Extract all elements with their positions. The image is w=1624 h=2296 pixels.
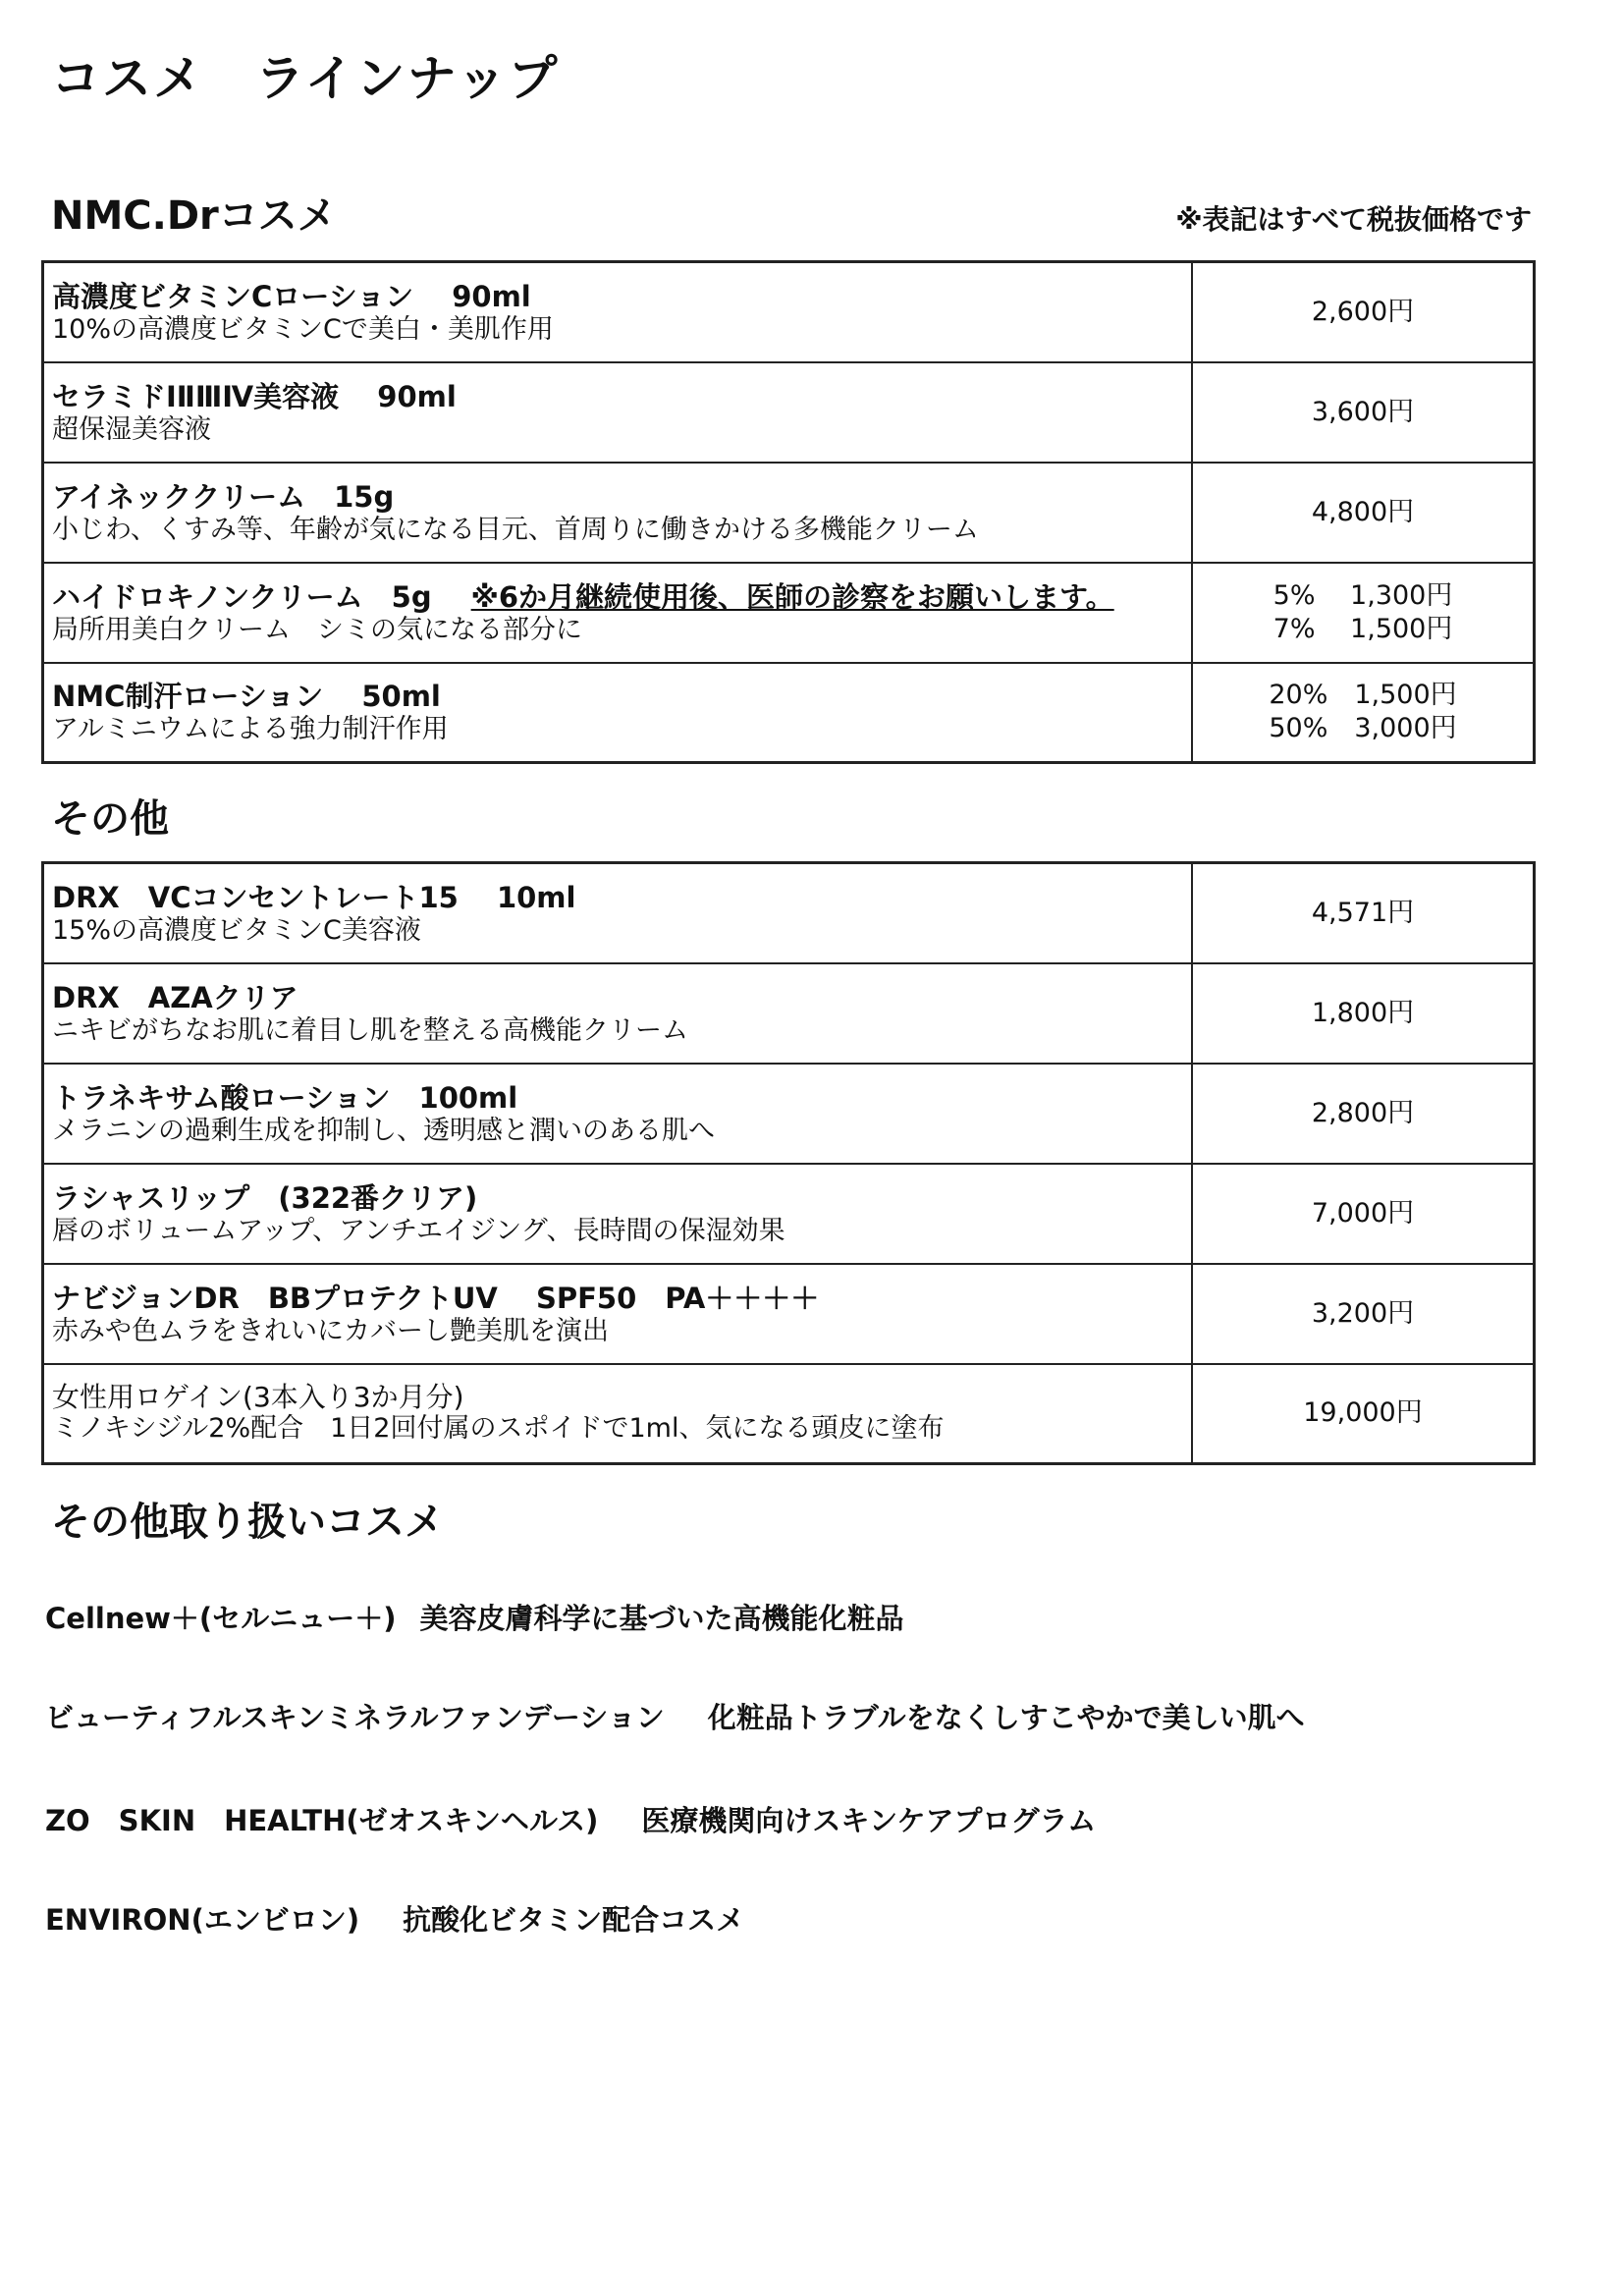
- brand-item: [45, 1799, 1096, 1839]
- nmc-section-heading: NMC.Drコスメ: [51, 193, 337, 239]
- brand-description: 化粧品トラブルをなくしすこやかで美しい肌へ: [707, 1701, 1305, 1734]
- brand-description: 医療機関向けスキンケアプログラム: [641, 1804, 1097, 1837]
- item-name: DRX VCコンセントレート15 10ml: [52, 880, 576, 914]
- item-description: メラニンの過剰生成を抑制し、透明感と潤いのある肌へ: [52, 1115, 715, 1146]
- table-row: [43, 463, 1535, 563]
- item-price-cell: [1192, 262, 1535, 362]
- item-desc-cell: [43, 262, 1193, 362]
- brand-name: ENVIRON(エンビロン): [45, 1903, 360, 1937]
- item-price: 19,000円: [1303, 1397, 1423, 1429]
- item-price: 4,571円: [1311, 897, 1415, 928]
- item-name: DRX AZAクリア: [52, 980, 298, 1014]
- item-price-cell: [1192, 1264, 1535, 1364]
- table-row: [43, 663, 1535, 763]
- item-price: 20% 1,500円: [1269, 680, 1457, 711]
- table-row: [43, 1264, 1535, 1364]
- item-price-cell: [1192, 663, 1535, 763]
- item-name: ナビジョンDR BBプロテクトUV SPF50 PA＋＋＋＋: [52, 1281, 820, 1315]
- item-desc-cell: [43, 362, 1193, 463]
- item-price: 3,600円: [1311, 396, 1415, 427]
- item-name: アイネッククリーム 15g: [52, 479, 395, 514]
- table-row: [43, 1364, 1535, 1464]
- brands-section-heading: その他取り扱いコスメ: [51, 1500, 444, 1545]
- item-description: 15%の高濃度ビタミンC美容液: [52, 914, 421, 946]
- item-desc-cell: [43, 1164, 1193, 1264]
- table-row: [43, 1064, 1535, 1164]
- nmc-price-table: [41, 260, 1536, 764]
- item-name: ラシャスリップ (322番クリア): [52, 1180, 478, 1215]
- item-desc-cell: [43, 1064, 1193, 1164]
- item-name: 女性用ロゲイン(3本入り3か月分): [52, 1381, 464, 1414]
- item-desc-cell: [43, 1264, 1193, 1364]
- brand-name: ビューティフルスキンミネラルファンデーション: [45, 1701, 665, 1734]
- brand-description: 抗酸化ビタミン配合コスメ: [403, 1903, 745, 1937]
- brand-name: Cellnew＋(セルニュー＋): [45, 1602, 397, 1635]
- item-description: 超保湿美容液: [52, 413, 211, 445]
- item-price-cell: [1192, 563, 1535, 663]
- item-description: 赤みや色ムラをきれいにカバーし艶美肌を演出: [52, 1315, 609, 1346]
- item-price-cell: [1192, 362, 1535, 463]
- item-description: ミノキシジル2%配合 1日2回付属のスポイドで1ml、気になる頭皮に塗布: [52, 1413, 945, 1445]
- other-section-heading: その他: [51, 796, 169, 842]
- item-desc-cell: [43, 863, 1193, 963]
- item-price: 50% 3,000円: [1269, 713, 1457, 744]
- table-row: [43, 262, 1535, 362]
- item-description: アルミニウムによる強力制汗作用: [52, 714, 449, 745]
- table-row: [43, 963, 1535, 1064]
- item-price: 5% 1,300円: [1272, 579, 1453, 611]
- item-desc-cell: [43, 563, 1193, 663]
- item-price: 2,600円: [1311, 296, 1415, 327]
- brand-description: 美容皮膚科学に基づいた高機能化粧品: [419, 1602, 904, 1635]
- table-row: [43, 1164, 1535, 1264]
- item-description: 局所用美白クリーム シミの気になる部分に: [52, 614, 582, 645]
- item-caution-note: ※6か月継続使用後、医師の診察をお願いします。: [470, 579, 1114, 614]
- item-price: 7% 1,500円: [1272, 613, 1453, 644]
- item-description: 唇のボリュームアップ、アンチエイジング、長時間の保湿効果: [52, 1215, 785, 1246]
- item-description: 10%の高濃度ビタミンCで美白・美肌作用: [52, 313, 554, 345]
- page-title: コスメ ラインナップ: [51, 50, 560, 107]
- item-price-cell: [1192, 463, 1535, 563]
- item-name: NMC制汗ローション 50ml: [52, 680, 441, 714]
- item-price-cell: [1192, 1164, 1535, 1264]
- item-price-cell: [1192, 863, 1535, 963]
- table-row: [43, 563, 1535, 663]
- item-price: 7,000円: [1311, 1197, 1415, 1229]
- item-desc-cell: [43, 463, 1193, 563]
- brand-item: [45, 1597, 903, 1637]
- brand-item: [45, 1898, 744, 1939]
- item-desc-cell: [43, 963, 1193, 1064]
- item-price: 4,800円: [1311, 496, 1415, 527]
- item-name: トラネキサム酸ローション 100ml: [52, 1080, 518, 1115]
- item-price: 3,200円: [1311, 1297, 1415, 1329]
- item-price-cell: [1192, 1364, 1535, 1464]
- other-price-table: [41, 861, 1536, 1465]
- table-row: [43, 863, 1535, 963]
- item-name: セラミドⅠⅡⅢⅣ美容液 90ml: [52, 379, 457, 413]
- item-name: 高濃度ビタミンCローション 90ml: [52, 279, 531, 313]
- brand-name: ZO SKIN HEALTH(ゼオスキンヘルス): [45, 1804, 599, 1837]
- table-row: [43, 362, 1535, 463]
- item-price: 1,800円: [1311, 997, 1415, 1028]
- item-price: 2,800円: [1311, 1097, 1415, 1128]
- item-desc-cell: [43, 1364, 1193, 1464]
- item-desc-cell: [43, 663, 1193, 763]
- item-name: ハイドロキノンクリーム 5g: [52, 579, 432, 614]
- item-price-cell: [1192, 963, 1535, 1064]
- item-description: 小じわ、くすみ等、年齢が気になる目元、首周りに働きかける多機能クリーム: [52, 514, 979, 545]
- tax-note: ※表記はすべて税抜価格です: [1175, 203, 1532, 236]
- item-price-cell: [1192, 1064, 1535, 1164]
- item-description: ニキビがちなお肌に着目し肌を整える高機能クリーム: [52, 1014, 688, 1046]
- brand-item: [45, 1696, 1305, 1736]
